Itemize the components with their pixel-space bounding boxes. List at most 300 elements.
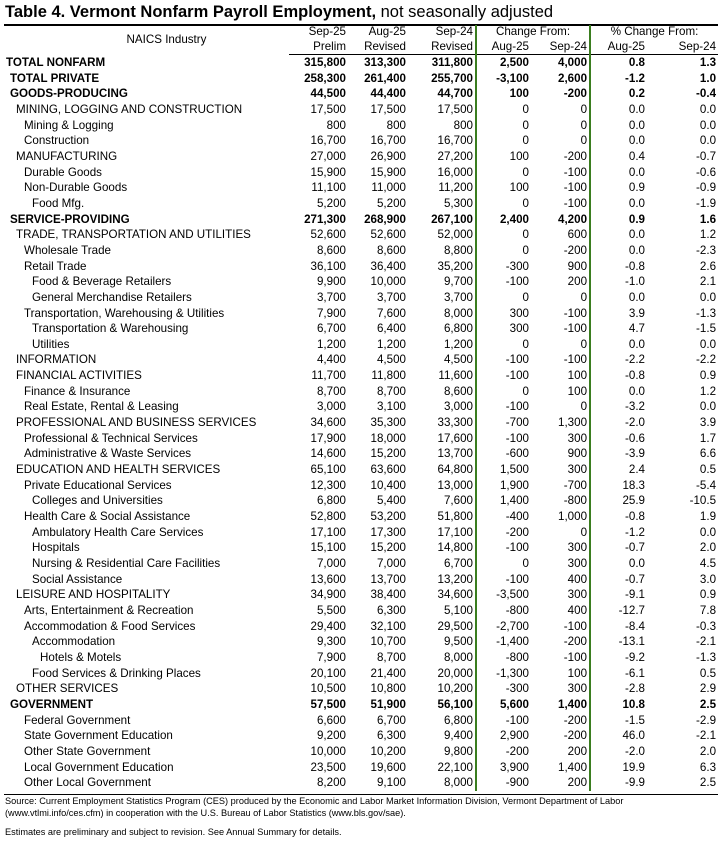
pct-change-aug25: 2.4 xyxy=(628,463,646,477)
industry-name: Social Assistance xyxy=(32,572,123,586)
change-aug25: -400 xyxy=(476,509,531,525)
pct-change-sep24: 1.3 xyxy=(699,56,717,69)
value-sep24: 5,300 xyxy=(443,196,473,210)
value-sep24: 9,800 xyxy=(443,744,473,758)
table-row xyxy=(4,728,718,744)
pct-change-sep24: 1.0 xyxy=(699,71,717,85)
header-prelim: Prelim xyxy=(289,40,348,55)
value-aug25: 6,300 xyxy=(376,603,406,617)
value-sep24: 10,200 xyxy=(437,682,473,696)
change-sep24: 300 xyxy=(531,681,590,697)
table-row xyxy=(4,133,718,149)
pct-change-aug25: 0.0 xyxy=(628,243,646,257)
value-sep25: 258,300 xyxy=(304,71,346,85)
table-row xyxy=(4,306,718,322)
value-aug25: 21,400 xyxy=(370,666,406,680)
change-aug25: -100 xyxy=(476,540,531,556)
value-sep24: 35,200 xyxy=(437,259,473,273)
value-aug25: 10,800 xyxy=(370,682,406,696)
value-sep25: 9,900 xyxy=(316,275,346,289)
pct-change-sep24: 0.0 xyxy=(699,525,717,539)
industry-name: SERVICE-PROVIDING xyxy=(10,212,130,226)
value-sep24: 8,000 xyxy=(443,650,473,664)
pct-change-sep24: 0.5 xyxy=(699,666,717,680)
industry-name: TOTAL NONFARM xyxy=(6,55,106,69)
industry-name: Transportation, Warehousing & Utilities xyxy=(24,306,225,320)
industry-name: Accommodation & Food Services xyxy=(24,619,196,633)
pct-change-sep24: 0.0 xyxy=(699,118,717,132)
pct-change-sep24: 2.5 xyxy=(699,776,717,790)
pct-change-sep24: 3.9 xyxy=(699,416,717,430)
pct-change-aug25: -0.7 xyxy=(625,572,646,586)
value-sep24: 8,000 xyxy=(443,306,473,320)
change-sep24: 200 xyxy=(531,274,590,290)
pct-change-sep24: -0.7 xyxy=(696,149,717,163)
industry-name: Food Mfg. xyxy=(32,196,85,210)
table-row xyxy=(4,196,718,212)
change-aug25: -3,500 xyxy=(476,587,531,603)
pct-change-sep24: 0.0 xyxy=(699,400,717,414)
header-aug25: Aug-25 xyxy=(368,25,406,38)
pct-change-sep24: 1.6 xyxy=(699,212,717,226)
value-sep24: 44,700 xyxy=(437,87,473,101)
pct-change-aug25: -13.1 xyxy=(618,635,646,649)
table-header xyxy=(4,25,718,55)
industry-name: Food & Beverage Retailers xyxy=(32,275,172,289)
value-sep24: 33,300 xyxy=(437,416,473,430)
industry-name: Other State Government xyxy=(24,744,151,758)
change-sep24: 4,000 xyxy=(531,55,590,71)
value-aug25: 5,200 xyxy=(376,196,406,210)
pct-change-aug25: -2.0 xyxy=(625,416,646,430)
industry-name: Hotels & Motels xyxy=(40,650,122,664)
value-sep25: 44,500 xyxy=(310,87,346,101)
pct-change-sep24: -0.3 xyxy=(696,619,717,633)
change-sep24: 0 xyxy=(531,290,590,306)
change-aug25: 100 xyxy=(476,180,531,196)
pct-change-aug25: -9.1 xyxy=(625,588,646,602)
value-aug25: 26,900 xyxy=(370,149,406,163)
value-sep24: 6,800 xyxy=(443,713,473,727)
change-aug25: -100 xyxy=(476,431,531,447)
change-aug25: -100 xyxy=(476,352,531,368)
value-aug25: 16,700 xyxy=(370,134,406,148)
change-sep24: 100 xyxy=(531,666,590,682)
change-aug25: 0 xyxy=(476,196,531,212)
change-sep24: 400 xyxy=(531,603,590,619)
value-sep24: 16,700 xyxy=(437,134,473,148)
change-aug25: -1,300 xyxy=(476,666,531,682)
table-row xyxy=(4,227,718,243)
pct-change-aug25: 0.9 xyxy=(628,181,646,195)
change-aug25: 2,900 xyxy=(476,728,531,744)
change-aug25: -1,400 xyxy=(476,634,531,650)
value-sep25: 10,000 xyxy=(310,744,346,758)
value-sep25: 65,100 xyxy=(310,463,346,477)
table-title xyxy=(5,3,553,21)
value-aug25: 15,900 xyxy=(370,165,406,179)
value-aug25: 10,200 xyxy=(370,744,406,758)
table-row xyxy=(4,71,718,87)
pct-change-sep24: 4.5 xyxy=(699,557,717,570)
value-aug25: 8,700 xyxy=(376,650,406,664)
pct-change-aug25: -0.8 xyxy=(625,369,646,383)
change-sep24: 200 xyxy=(531,775,590,791)
table-row xyxy=(4,337,718,353)
value-sep24: 22,100 xyxy=(437,760,473,774)
change-sep24: -100 xyxy=(531,306,590,322)
change-aug25: 3,900 xyxy=(476,760,531,776)
change-sep24: 1,400 xyxy=(531,697,590,713)
value-aug25: 52,600 xyxy=(370,228,406,242)
pct-change-sep24: -2.3 xyxy=(696,243,717,257)
change-sep24: -700 xyxy=(531,478,590,494)
value-sep25: 23,500 xyxy=(310,760,346,774)
source-line-1: Source: Current Employment Statistics Program (CES) produced by the Economic and Labor Market Information Division, Vermont Department of Labor xyxy=(5,796,624,806)
pct-change-aug25: -9.2 xyxy=(625,650,646,664)
value-sep25: 36,100 xyxy=(310,259,346,273)
value-sep25: 9,200 xyxy=(316,729,346,743)
pct-change-sep24: 0.9 xyxy=(699,369,717,383)
change-aug25: 1,400 xyxy=(476,493,531,509)
pct-change-aug25: -0.7 xyxy=(625,541,646,555)
industry-name: Ambulatory Health Care Services xyxy=(32,525,204,539)
pct-change-aug25: -1.2 xyxy=(625,71,646,85)
value-aug25: 11,800 xyxy=(371,369,406,383)
value-aug25: 10,700 xyxy=(370,635,406,649)
change-aug25: -200 xyxy=(476,744,531,760)
pct-change-sep24: 6.6 xyxy=(699,447,717,461)
change-sep24: 400 xyxy=(531,572,590,588)
value-aug25: 17,300 xyxy=(370,525,406,539)
value-sep25: 15,900 xyxy=(310,165,346,179)
table-row xyxy=(4,666,718,682)
table-row xyxy=(4,212,718,228)
pct-change-sep24: 0.0 xyxy=(699,134,717,148)
change-aug25: 0 xyxy=(476,384,531,400)
pct-change-aug25: 0.0 xyxy=(628,290,646,304)
pct-change-sep24: 3.0 xyxy=(699,572,717,586)
value-sep24: 20,000 xyxy=(437,666,473,680)
value-sep24: 52,000 xyxy=(437,228,473,242)
industry-name: INFORMATION xyxy=(16,353,97,367)
value-sep25: 8,700 xyxy=(316,384,346,398)
industry-name: Hospitals xyxy=(32,541,80,555)
pct-change-sep24: -2.1 xyxy=(696,635,717,649)
pct-change-aug25: -0.6 xyxy=(625,431,646,445)
change-sep24: -800 xyxy=(531,493,590,509)
value-aug25: 13,700 xyxy=(370,572,406,586)
value-aug25: 7,600 xyxy=(376,306,406,320)
payroll-table xyxy=(4,25,718,791)
pct-change-sep24: 2.5 xyxy=(699,697,717,711)
table-row xyxy=(4,165,718,181)
change-aug25: 100 xyxy=(476,149,531,165)
value-sep24: 34,600 xyxy=(437,588,473,602)
pct-change-aug25: 0.4 xyxy=(628,149,646,163)
pct-change-aug25: -1.0 xyxy=(625,275,646,289)
value-sep24: 311,800 xyxy=(431,56,473,69)
change-sep24: 0 xyxy=(531,525,590,541)
value-sep24: 1,200 xyxy=(443,337,473,351)
pct-change-sep24: 6.3 xyxy=(699,760,717,774)
value-sep25: 17,900 xyxy=(310,431,346,445)
table-row xyxy=(4,399,718,415)
change-aug25: -300 xyxy=(476,259,531,275)
change-sep24: 1,400 xyxy=(531,760,590,776)
table-row xyxy=(4,55,718,71)
change-aug25: 0 xyxy=(476,227,531,243)
pct-change-sep24: -1.9 xyxy=(696,196,717,210)
change-sep24: -100 xyxy=(531,196,590,212)
value-aug25: 51,900 xyxy=(370,697,406,711)
pct-change-aug25: 3.9 xyxy=(628,306,646,320)
value-sep25: 3,700 xyxy=(316,290,346,304)
value-sep24: 8,600 xyxy=(443,384,473,398)
change-sep24: -100 xyxy=(531,180,590,196)
value-aug25: 11,000 xyxy=(371,181,406,195)
pct-change-aug25: 0.8 xyxy=(628,56,646,69)
pct-change-aug25: -1.2 xyxy=(625,525,646,539)
table-row xyxy=(4,634,718,650)
pct-change-aug25: -1.5 xyxy=(625,713,646,727)
value-aug25: 3,100 xyxy=(376,400,406,414)
change-aug25: 0 xyxy=(476,243,531,259)
value-sep25: 17,100 xyxy=(310,525,346,539)
value-sep25: 9,300 xyxy=(316,635,346,649)
pct-change-aug25: 0.0 xyxy=(628,165,646,179)
change-sep24: -200 xyxy=(531,243,590,259)
value-aug25: 32,100 xyxy=(370,619,406,633)
value-aug25: 19,600 xyxy=(370,760,406,774)
change-sep24: 300 xyxy=(531,431,590,447)
industry-name: GOVERNMENT xyxy=(10,697,94,711)
value-sep24: 3,700 xyxy=(443,290,473,304)
industry-name: GOODS-PRODUCING xyxy=(10,87,128,101)
value-aug25: 4,500 xyxy=(376,353,406,367)
pct-change-sep24: 2.0 xyxy=(699,744,717,758)
industry-name: Finance & Insurance xyxy=(24,384,131,398)
table-row xyxy=(4,149,718,165)
table-row xyxy=(4,431,718,447)
value-sep25: 6,700 xyxy=(316,322,346,336)
pct-change-sep24: 2.9 xyxy=(699,682,717,696)
value-sep24: 9,700 xyxy=(443,275,473,289)
pct-change-sep24: 1.9 xyxy=(699,510,717,524)
change-sep24: -100 xyxy=(531,650,590,666)
header-industry: NAICS Industry xyxy=(126,32,207,46)
change-sep24: -100 xyxy=(531,352,590,368)
pct-change-sep24: 1.2 xyxy=(699,228,717,242)
value-sep25: 11,100 xyxy=(311,181,346,195)
table-row xyxy=(4,493,718,509)
value-sep25: 34,900 xyxy=(310,588,346,602)
table-body xyxy=(4,55,718,791)
value-sep25: 13,600 xyxy=(310,572,346,586)
change-sep24: -200 xyxy=(531,728,590,744)
change-sep24: 300 xyxy=(531,587,590,603)
change-sep24: 0 xyxy=(531,118,590,134)
change-sep24: 600 xyxy=(531,227,590,243)
industry-name: Nursing & Residential Care Facilities xyxy=(32,557,221,570)
pct-change-sep24: -10.5 xyxy=(689,494,717,508)
pct-change-aug25: 0.0 xyxy=(628,384,646,398)
industry-name: Federal Government xyxy=(24,713,131,727)
change-aug25: -700 xyxy=(476,415,531,431)
change-aug25: 2,400 xyxy=(476,212,531,228)
change-aug25: -600 xyxy=(476,446,531,462)
change-sep24: 1,300 xyxy=(531,415,590,431)
change-aug25: 0 xyxy=(476,337,531,353)
value-sep25: 57,500 xyxy=(310,697,346,711)
change-aug25: -200 xyxy=(476,525,531,541)
value-sep24: 9,500 xyxy=(443,635,473,649)
table-row xyxy=(4,572,718,588)
value-aug25: 38,400 xyxy=(370,588,406,602)
change-aug25: -100 xyxy=(476,399,531,415)
industry-name: Arts, Entertainment & Recreation xyxy=(24,603,194,617)
value-aug25: 17,500 xyxy=(370,102,406,116)
header-pct-change-from: % Change From: xyxy=(610,25,699,38)
industry-name: FINANCIAL ACTIVITIES xyxy=(16,369,142,383)
value-aug25: 268,900 xyxy=(364,212,406,226)
value-aug25: 53,200 xyxy=(370,510,406,524)
industry-name: Food Services & Drinking Places xyxy=(32,666,201,680)
table-row xyxy=(4,352,718,368)
industry-name: Construction xyxy=(24,134,90,148)
value-sep25: 14,600 xyxy=(310,447,346,461)
industry-name: TRADE, TRANSPORTATION AND UTILITIES xyxy=(16,228,251,242)
change-aug25: 100 xyxy=(476,86,531,102)
table-row xyxy=(4,603,718,619)
change-sep24: 300 xyxy=(531,556,590,572)
table-row xyxy=(4,415,718,431)
pct-change-aug25: 0.0 xyxy=(628,118,646,132)
value-sep25: 7,000 xyxy=(316,557,346,570)
table-row xyxy=(4,478,718,494)
header-revised-1: Revised xyxy=(348,40,408,55)
table-row xyxy=(4,243,718,259)
change-aug25: -2,700 xyxy=(476,619,531,635)
table-row xyxy=(4,697,718,713)
change-aug25: 300 xyxy=(476,306,531,322)
estimates-note: Estimates are preliminary and subject to revision. See Annual Summary for details. xyxy=(5,827,342,837)
change-sep24: -200 xyxy=(531,713,590,729)
value-aug25: 44,400 xyxy=(370,87,406,101)
industry-name: Retail Trade xyxy=(24,259,87,273)
industry-name: Private Educational Services xyxy=(24,478,172,492)
value-aug25: 10,000 xyxy=(370,275,406,289)
title-rest: not seasonally adjusted xyxy=(376,3,554,21)
value-aug25: 18,000 xyxy=(370,431,406,445)
change-sep24: 2,600 xyxy=(531,71,590,87)
pct-change-aug25: 46.0 xyxy=(622,729,646,743)
value-aug25: 10,400 xyxy=(370,478,406,492)
industry-name: MINING, LOGGING AND CONSTRUCTION xyxy=(16,102,243,116)
industry-name: LEISURE AND HOSPITALITY xyxy=(16,588,171,602)
value-sep24: 16,000 xyxy=(437,165,473,179)
pct-change-sep24: -1.5 xyxy=(696,322,717,336)
change-aug25: -900 xyxy=(476,775,531,791)
value-sep25: 52,600 xyxy=(310,228,346,242)
value-sep25: 6,800 xyxy=(316,494,346,508)
table-row xyxy=(4,556,718,572)
industry-name: Utilities xyxy=(32,337,70,351)
value-aug25: 800 xyxy=(386,118,406,132)
value-sep25: 20,100 xyxy=(310,666,346,680)
bottom-rule xyxy=(4,794,718,795)
change-sep24: 0 xyxy=(531,337,590,353)
change-aug25: 0 xyxy=(476,290,531,306)
value-sep24: 800 xyxy=(453,118,473,132)
change-aug25: -100 xyxy=(476,368,531,384)
value-sep24: 267,100 xyxy=(431,212,473,226)
change-sep24: 200 xyxy=(531,744,590,760)
value-sep25: 5,500 xyxy=(316,603,346,617)
change-aug25: -800 xyxy=(476,603,531,619)
value-sep25: 11,700 xyxy=(311,369,346,383)
industry-name: Colleges and Universities xyxy=(32,494,163,508)
table-row xyxy=(4,760,718,776)
industry-name: PROFESSIONAL AND BUSINESS SERVICES xyxy=(16,416,257,430)
pct-change-aug25: -6.1 xyxy=(625,666,646,680)
pct-change-aug25: -2.2 xyxy=(625,353,646,367)
pct-change-aug25: -0.8 xyxy=(625,510,646,524)
industry-name: EDUCATION AND HEALTH SERVICES xyxy=(16,463,221,477)
industry-name: Transportation & Warehousing xyxy=(32,322,189,336)
change-aug25: 0 xyxy=(476,556,531,572)
table-row xyxy=(4,180,718,196)
pct-change-sep24: -0.4 xyxy=(696,87,717,101)
value-sep25: 27,000 xyxy=(310,149,346,163)
pct-change-sep24: 7.8 xyxy=(699,603,717,617)
value-sep25: 315,800 xyxy=(304,56,346,69)
pct-change-sep24: 0.5 xyxy=(699,463,717,477)
pct-change-sep24: -1.3 xyxy=(696,650,717,664)
value-sep24: 13,700 xyxy=(437,447,473,461)
value-aug25: 3,700 xyxy=(376,290,406,304)
table-row xyxy=(4,619,718,635)
value-sep24: 5,100 xyxy=(443,603,473,617)
value-sep25: 3,000 xyxy=(316,400,346,414)
table-row xyxy=(4,274,718,290)
value-sep25: 29,400 xyxy=(310,619,346,633)
change-sep24: 900 xyxy=(531,259,590,275)
pct-change-aug25: 18.3 xyxy=(622,478,646,492)
value-aug25: 15,200 xyxy=(370,447,406,461)
value-sep25: 12,300 xyxy=(310,478,346,492)
pct-change-aug25: 0.9 xyxy=(628,212,646,226)
pct-change-aug25: 0.0 xyxy=(628,134,646,148)
change-aug25: -3,100 xyxy=(476,71,531,87)
value-sep25: 8,600 xyxy=(316,243,346,257)
value-sep24: 17,500 xyxy=(437,102,473,116)
pct-change-aug25: -2.8 xyxy=(625,682,646,696)
value-sep24: 3,000 xyxy=(443,400,473,414)
industry-name: TOTAL PRIVATE xyxy=(10,71,100,85)
pct-change-sep24: -2.9 xyxy=(696,713,717,727)
value-sep24: 27,200 xyxy=(437,149,473,163)
pct-change-sep24: -2.2 xyxy=(696,353,717,367)
header-change-aug25: Aug-25 xyxy=(476,40,531,55)
pct-change-aug25: -0.8 xyxy=(625,259,646,273)
table-row xyxy=(4,368,718,384)
value-sep25: 52,800 xyxy=(310,510,346,524)
value-sep24: 64,800 xyxy=(437,463,473,477)
value-aug25: 5,400 xyxy=(376,494,406,508)
table-row xyxy=(4,650,718,666)
table-row xyxy=(4,681,718,697)
